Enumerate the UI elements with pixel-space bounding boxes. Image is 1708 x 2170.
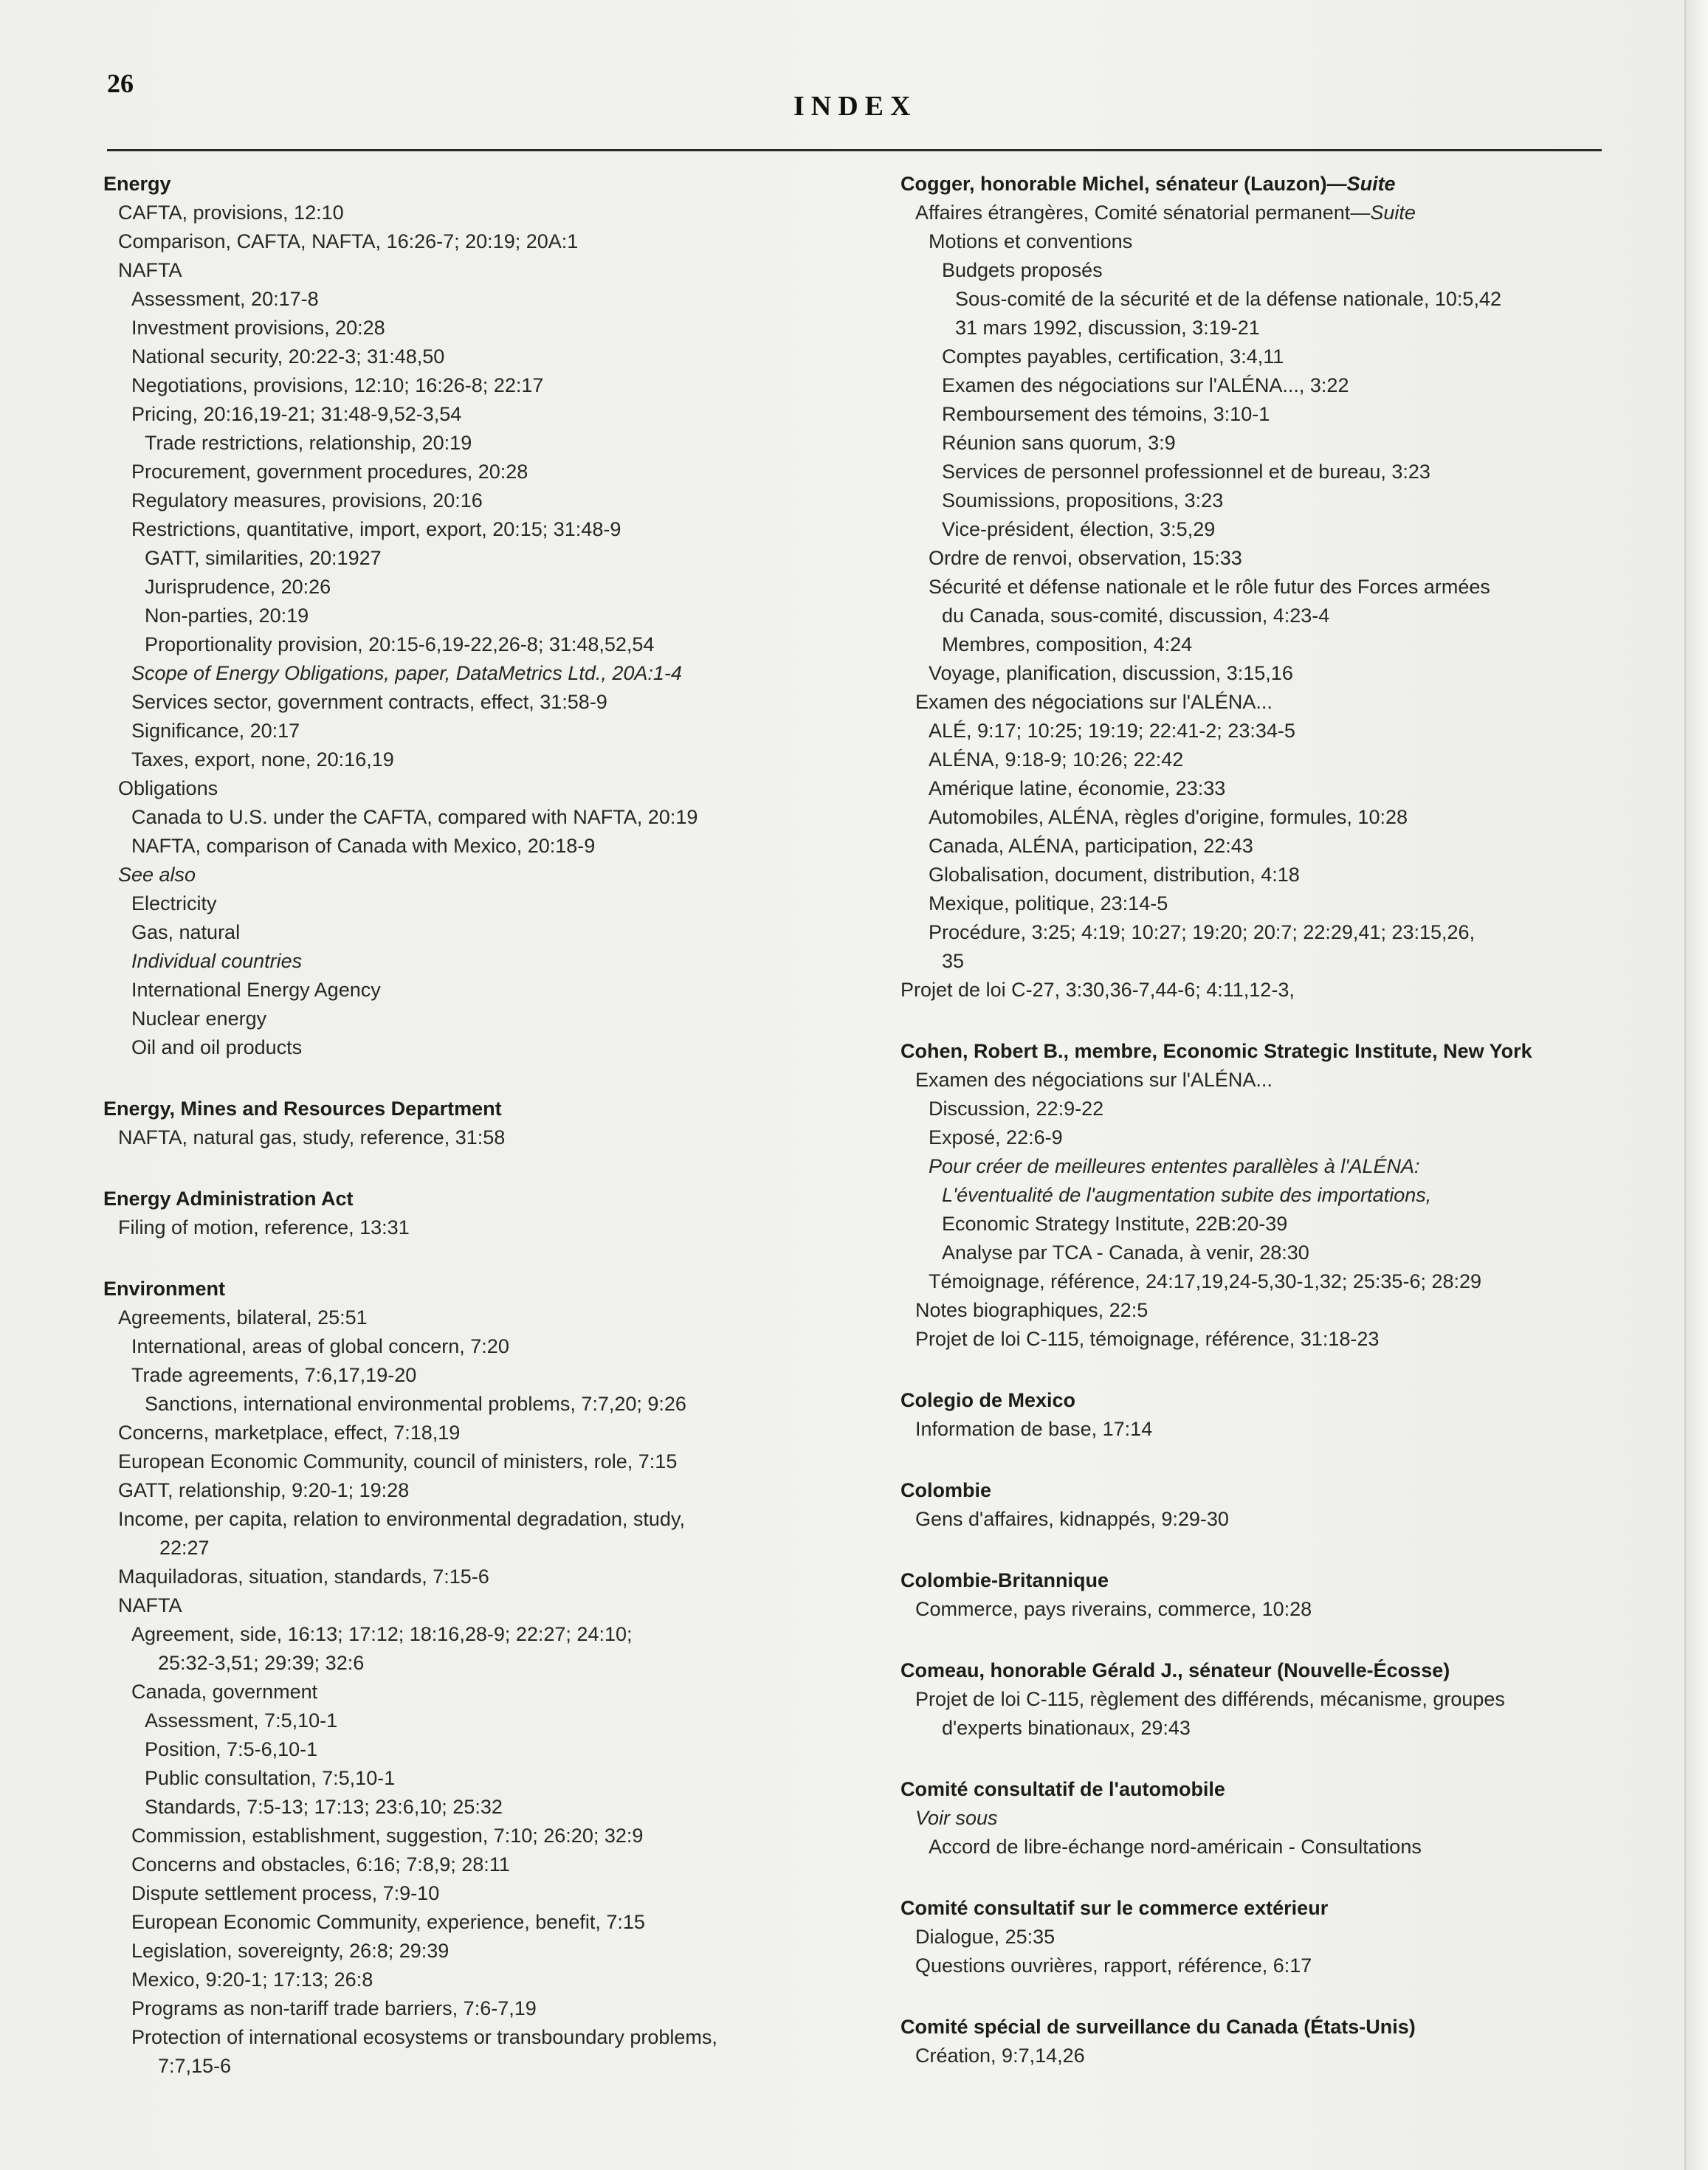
entry-heading: Comité spécial de surveillance du Canada (États-Unis) — [901, 2016, 1416, 2038]
subentry: Scope of Energy Obligations, paper, DataMetrics Ltd., 20A:1-4 — [131, 662, 682, 684]
subentry: Trade agreements, 7:6,17,19-20 — [131, 1364, 417, 1386]
subentry: Réunion sans quorum, 3:9 — [942, 432, 1176, 454]
subentry: Voyage, planification, discussion, 3:15,16 — [929, 662, 1293, 684]
subentry: Legislation, sovereignty, 26:8; 29:39 — [131, 1940, 450, 1962]
subentry: NAFTA, comparison of Canada with Mexico, 20:18-9 — [131, 835, 596, 857]
suite-marker: —Suite — [1326, 173, 1396, 195]
entry-heading: Comité consultatif de l'automobile — [901, 1778, 1225, 1800]
subentry: Questions ouvrières, rapport, référence, 6:17 — [915, 1954, 1312, 1977]
subentry: Examen des négociations sur l'ALÉNA..., 3:22 — [942, 374, 1349, 396]
subentry — [901, 199, 1609, 227]
index-entry-colegio — [901, 1386, 1609, 1444]
cross-reference: Gas, natural — [131, 921, 241, 943]
subentry-continuation: du Canada, sous-comité, discussion, 4:23-4 — [942, 604, 1330, 627]
subentry-continuation: 7:7,15-6 — [158, 2055, 232, 2077]
subentry: Services de personnel professionnel et de bureau, 3:23 — [942, 461, 1430, 483]
subentry: ALÉ, 9:17; 10:25; 19:19; 22:41-2; 23:34-5 — [929, 720, 1295, 742]
entry-heading: Environment — [103, 1278, 226, 1300]
subentry: Regulatory measures, provisions, 20:16 — [131, 489, 483, 512]
subentry-continuation: Economic Strategy Institute, 22B:20-39 — [942, 1213, 1288, 1235]
index-entry-environment — [103, 1275, 841, 2081]
entry-heading: Comité consultatif sur le commerce extérieur — [901, 1897, 1329, 1919]
subentry: Non-parties, 20:19 — [145, 604, 309, 627]
subentry: Projet de loi C-115, règlement des différends, mécanisme, groupes — [915, 1688, 1505, 1710]
right-column — [901, 170, 1609, 2103]
cross-reference: International Energy Agency — [131, 979, 381, 1001]
subentry: Vice-président, élection, 3:5,29 — [942, 518, 1216, 540]
subentry: GATT, relationship, 9:20-1; 19:28 — [118, 1479, 410, 1501]
subentry: Comptes payables, certification, 3:4,11 — [942, 345, 1284, 368]
running-head: INDEX — [793, 91, 917, 122]
subentry: Assessment, 20:17-8 — [131, 288, 319, 310]
subentry: Exposé, 22:6-9 — [929, 1126, 1063, 1148]
subentry: Mexique, politique, 23:14-5 — [929, 892, 1168, 914]
subentry: Commission, establishment, suggestion, 7:10; 26:20; 32:9 — [131, 1825, 644, 1847]
subentry: Trade restrictions, relationship, 20:19 — [145, 432, 472, 454]
subentry: Jurisprudence, 20:26 — [145, 576, 331, 598]
subentry: Filing of motion, reference, 13:31 — [118, 1216, 410, 1239]
subentry: 31 mars 1992, discussion, 3:19-21 — [955, 317, 1260, 339]
index-entry-comite-automobile — [901, 1775, 1609, 1861]
subentry: CAFTA, provisions, 12:10 — [118, 202, 344, 224]
subentry: Motions et conventions — [929, 230, 1133, 252]
subentry: Income, per capita, relation to environmental degradation, study, — [118, 1508, 685, 1530]
index-entry-cogger — [901, 170, 1609, 1005]
subentry: Amérique latine, économie, 23:33 — [929, 777, 1226, 799]
subentry: International, areas of global concern, 7:20 — [131, 1335, 509, 1357]
subentry: Ordre de renvoi, observation, 15:33 — [929, 547, 1242, 569]
subentry-continuation: L'éventualité de l'augmentation subite des importations, — [942, 1184, 1432, 1206]
subentry-continuation: 22:27 — [159, 1537, 210, 1559]
subentry: Dispute settlement process, 7:9-10 — [131, 1882, 440, 1904]
index-entry-eaa — [103, 1185, 841, 1242]
index-entry-cohen — [901, 1037, 1609, 1354]
subentry: NAFTA, natural gas, study, reference, 31:58 — [118, 1126, 506, 1148]
subentry: Maquiladoras, situation, standards, 7:15-6 — [118, 1566, 489, 1588]
subentry: Budgets proposés — [942, 259, 1103, 281]
subentry: Obligations — [118, 777, 218, 799]
subentry: GATT, similarities, 20:1927 — [145, 547, 382, 569]
subentry: Sécurité et défense nationale et le rôle futur des Forces armées — [929, 576, 1490, 598]
subentry: Programs as non-tariff trade barriers, 7:6-7,19 — [131, 1997, 537, 2019]
see-under: Voir sous — [915, 1807, 998, 1829]
subentry: Analyse par TCA - Canada, à venir, 28:30 — [942, 1241, 1309, 1264]
cross-reference: Nuclear energy — [131, 1008, 267, 1030]
subentry: European Economic Community, experience, benefit, 7:15 — [131, 1911, 645, 1933]
subentry: Discussion, 22:9-22 — [929, 1098, 1104, 1120]
index-entry-comite-surveillance — [901, 2013, 1609, 2070]
cross-reference: Electricity — [131, 892, 217, 914]
index-entry-comeau — [901, 1656, 1609, 1743]
subentry: Examen des négociations sur l'ALÉNA... — [915, 1069, 1273, 1091]
subentry: Projet de loi C-115, témoignage, référence, 31:18-23 — [915, 1328, 1380, 1350]
subentry: Protection of international ecosystems or transboundary problems, — [131, 2026, 717, 2048]
subentry: Information de base, 17:14 — [915, 1418, 1153, 1440]
entry-heading-name: Cogger, honorable Michel, sénateur (Lauzon) — [901, 173, 1327, 195]
see-also: See also — [118, 864, 196, 886]
entry-heading: Colombie — [901, 1479, 992, 1501]
subentry: Proportionality provision, 20:15-6,19-22,26-8; 31:48,52,54 — [145, 633, 655, 655]
subentry: Services sector, government contracts, effect, 31:58-9 — [131, 691, 607, 713]
subentry: Création, 9:7,14,26 — [915, 2045, 1085, 2067]
subentry: Agreements, bilateral, 25:51 — [118, 1306, 368, 1329]
index-entry-emr — [103, 1095, 841, 1152]
subentry: Negotiations, provisions, 12:10; 16:26-8; 22:17 — [131, 374, 544, 396]
subentry: NAFTA — [118, 259, 182, 281]
left-column — [103, 170, 841, 2113]
subentry: Concerns and obstacles, 6:16; 7:8,9; 28:11 — [131, 1853, 510, 1876]
subentry: Automobiles, ALÉNA, règles d'origine, formules, 10:28 — [929, 806, 1408, 828]
subentry: Pricing, 20:16,19-21; 31:48-9,52-3,54 — [131, 403, 462, 425]
cross-reference: Accord de libre-échange nord-américain - Consultations — [929, 1836, 1422, 1858]
entry-heading: Cohen, Robert B., membre, Economic Strategic Institute, New York — [901, 1040, 1532, 1062]
subentry: Position, 7:5-6,10-1 — [145, 1738, 318, 1760]
subentry-continuation: 25:32-3,51; 29:39; 32:6 — [158, 1652, 365, 1674]
subentry: Sanctions, international environmental problems, 7:7,20; 9:26 — [145, 1393, 686, 1415]
subentry: Notes biographiques, 22:5 — [915, 1299, 1149, 1321]
subentry: Soumissions, propositions, 3:23 — [942, 489, 1224, 512]
entry-heading: Colegio de Mexico — [901, 1389, 1076, 1411]
subentry: Investment provisions, 20:28 — [131, 317, 385, 339]
subentry-continuation: 35 — [942, 950, 965, 972]
index-entry-colombie — [901, 1476, 1609, 1534]
subentry: Concerns, marketplace, effect, 7:18,19 — [118, 1422, 461, 1444]
subentry: Projet de loi C-27, 3:30,36-7,44-6; 4:11,12-3, — [901, 979, 1295, 1001]
entry-heading: Energy, Mines and Resources Department — [103, 1098, 502, 1120]
subentry: Significance, 20:17 — [131, 720, 300, 742]
header-rule — [107, 149, 1602, 151]
subentry-text: Affaires étrangères, Comité sénatorial permanent — [915, 202, 1351, 224]
entry-heading: Colombie-Britannique — [901, 1569, 1109, 1591]
subentry: Restrictions, quantitative, import, export, 20:15; 31:48-9 — [131, 518, 621, 540]
subentry: National security, 20:22-3; 31:48,50 — [131, 345, 445, 368]
subentry: Sous-comité de la sécurité et de la défense nationale, 10:5,42 — [955, 288, 1501, 310]
subentry: Commerce, pays riverains, commerce, 10:28 — [915, 1598, 1312, 1620]
subentry: Témoignage, référence, 24:17,19,24-5,30-1,32; 25:35-6; 28:29 — [929, 1270, 1482, 1292]
subentry: Assessment, 7:5,10-1 — [145, 1709, 338, 1732]
subentry: Dialogue, 25:35 — [915, 1926, 1056, 1948]
subentry: ALÉNA, 9:18-9; 10:26; 22:42 — [929, 748, 1184, 771]
subentry: Membres, composition, 4:24 — [942, 633, 1193, 655]
subentry: Standards, 7:5-13; 17:13; 23:6,10; 25:32 — [145, 1796, 503, 1818]
subentry: Remboursement des témoins, 3:10-1 — [942, 403, 1270, 425]
subentry: Canada to U.S. under the CAFTA, compared with NAFTA, 20:19 — [131, 806, 698, 828]
subentry: Public consultation, 7:5,10-1 — [145, 1767, 396, 1789]
subentry: NAFTA — [118, 1594, 182, 1616]
subentry: Agreement, side, 16:13; 17:12; 18:16,28-9; 22:27; 24:10; — [131, 1623, 633, 1645]
suite-marker: —Suite — [1350, 202, 1416, 224]
page-number: 26 — [107, 69, 134, 98]
entry-heading: Energy — [103, 173, 171, 195]
index-entry-comite-commerce-exterieur — [901, 1894, 1609, 1980]
index-entry-colombie-britannique — [901, 1566, 1609, 1624]
entry-heading: Comeau, honorable Gérald J., sénateur (Nouvelle-Écosse) — [901, 1659, 1450, 1681]
cross-reference: Individual countries — [131, 950, 303, 972]
subentry: Canada, ALÉNA, participation, 22:43 — [929, 835, 1253, 857]
subentry: Gens d'affaires, kidnappés, 9:29-30 — [915, 1508, 1229, 1530]
subentry: Procédure, 3:25; 4:19; 10:27; 19:20; 20:7; 22:29,41; 23:15,26, — [929, 921, 1475, 943]
subentry-continuation: d'experts binationaux, 29:43 — [942, 1717, 1191, 1739]
subentry: Taxes, export, none, 20:16,19 — [131, 748, 394, 771]
subentry: Examen des négociations sur l'ALÉNA... — [915, 691, 1273, 713]
page-edge — [1684, 0, 1708, 2170]
subentry: Canada, government — [131, 1681, 318, 1703]
subentry: Comparison, CAFTA, NAFTA, 16:26-7; 20:19; 20A:1 — [118, 230, 579, 252]
subentry: Procurement, government procedures, 20:28 — [131, 461, 528, 483]
subentry: Pour créer de meilleures ententes parallèles à l'ALÉNA: — [929, 1155, 1420, 1177]
subentry: Globalisation, document, distribution, 4:18 — [929, 864, 1300, 886]
index-entry-energy — [103, 170, 841, 1062]
entry-heading: Energy Administration Act — [103, 1188, 354, 1210]
cross-reference: Oil and oil products — [131, 1036, 303, 1058]
subentry: European Economic Community, council of ministers, role, 7:15 — [118, 1450, 678, 1472]
entry-heading — [901, 170, 1609, 199]
subentry: Mexico, 9:20-1; 17:13; 26:8 — [131, 1968, 373, 1991]
